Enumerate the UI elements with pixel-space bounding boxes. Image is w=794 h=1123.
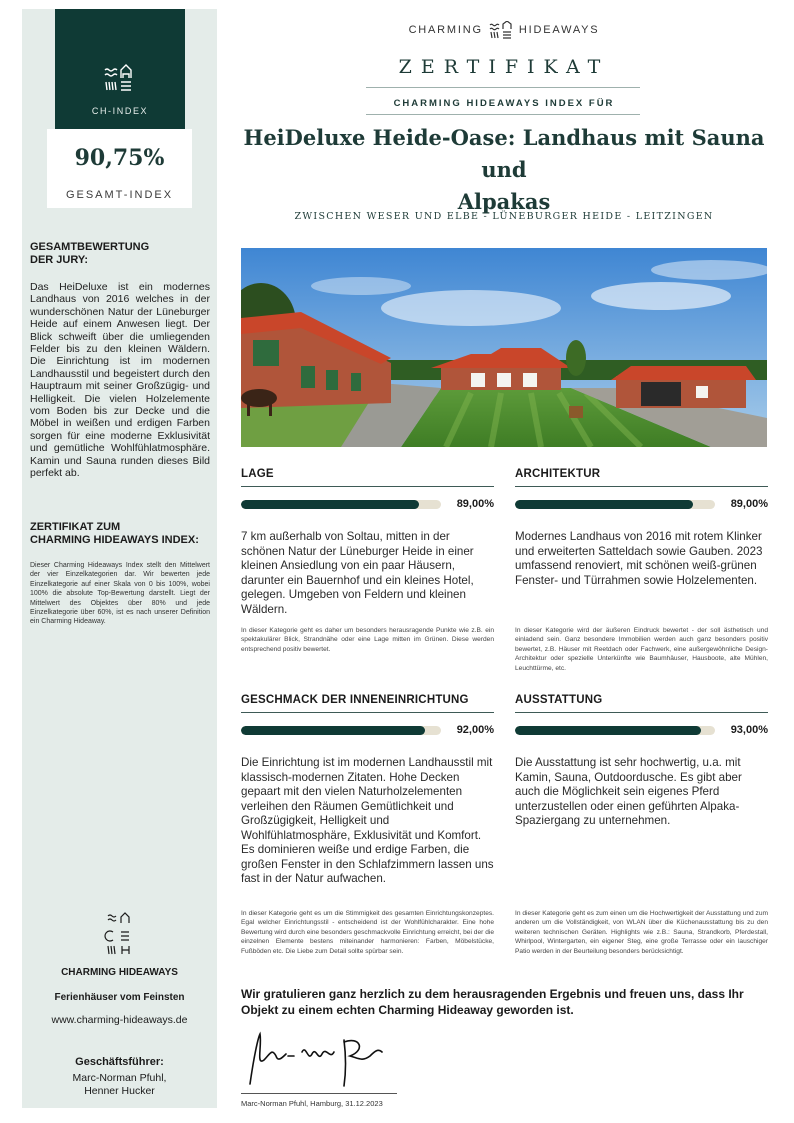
total-index-box [47,129,192,208]
category-score-row [241,498,494,510]
jury-heading-line: DER JURY: [30,254,89,266]
property-title [240,122,768,218]
category-note: In dieser Kategorie geht es daher um besonders herausragende Punkte wie z.B. ein spektakulärer Blick, Strandnähe oder eine Lage mitten im Grünen. Diese werden entsprechend positiv bewertet. [241,627,494,653]
brand-wordmark-right: HIDEAWAYS [518,24,600,36]
category-divider [515,712,768,713]
category-progress-bar [241,500,441,509]
category-title: LAGE [241,468,274,480]
category-note: In dieser Kategorie geht es um die Stimmigkeit des gesamten Einrichtungskonzeptes. Egal welcher Einrichtungsstil - entscheidend ist der Wohlfühlcharakter. Eine hohe Bewertung wird durch eine besonders geschmackvolle Einrichtung erreicht, bei der die einzelnen Elemente bestens miteinander harmonieren: Farben, Möbelstücke, Fußböden etc. Die Liebe zum Detail sollte spürbar sein. [241,910,494,955]
category-progress-bar [515,726,715,735]
category-description: Die Ausstattung ist sehr hochwertig, u.a. mit Kamin, Sauna, Outdoordusche. Es gibt aber auch die Möglichkeit sein eigenes Pferd unterzustellen oder einen geführten Alpaka-Spaziergang zu unternehmen. [515,756,742,827]
managing-directors-label: Geschäftsführer: [75,1056,164,1068]
category-score-row [515,498,768,510]
category-title: ARCHITEKTUR [515,468,601,480]
index-logo-label: CH-INDEX [91,106,149,116]
managing-director-name: Marc-Norman Pfuhl, [72,1072,167,1084]
certificate-heading [30,521,210,547]
category-percent: 89,00% [730,498,768,510]
brand-wordmark [240,20,768,40]
category-description: Die Einrichtung ist im modernen Landhausstil mit klassisch-modernen Zitaten. Hohe Decken gepaart mit den vielen Naturholzelementen verleihen den Räumen Gemütlichkeit und Großzügigkeit, Helligkeit und Wohlfühlatmosphäre, Exklusivität und Komfort. Es dominieren weiße und erdige Farben, die großen Fenster in den Schlafzimmern lassen uns fast in der Natur aufwachen. [241,756,494,885]
category-progress-fill [515,500,693,509]
category-title: AUSSTATTUNG [515,694,603,706]
jury-heading-line: GESAMTBEWERTUNG [30,241,150,253]
charming-hideaways-stacked-logo-icon [22,912,217,956]
certificate-heading-line: ZERTIFIKAT ZUM [30,521,121,533]
footer-brand-name: CHARMING HIDEAWAYS [61,967,178,978]
certificate-heading-line: CHARMING HIDEAWAYS INDEX: [30,534,199,546]
category-percent: 93,00% [730,724,768,736]
category-description: Modernes Landhaus von 2016 mit rotem Klinker und erweiterten Satteldach sowie Gauben. 2023 umfassend renoviert, mit schönen weiß-grünen Fenster- und Türrahmen sowie Holzelementen. [515,530,763,587]
category-progress-fill [241,500,419,509]
certificate-subtitle: CHARMING HIDEAWAYS INDEX FÜR [393,98,615,109]
category-divider [241,486,494,487]
category-progress-fill [241,726,425,735]
charming-hideaways-logo-icon [55,63,185,93]
category-percent: 89,00% [456,498,494,510]
category-score-row [515,724,768,736]
category-note: In dieser Kategorie geht es zum einen um die Hochwertigkeit der Ausstattung und zum anderen um die Vollständigkeit, von WLAN über die Küchenausstattung bis zu den weiteren technischen Geräten. Highlights wie z.B.: Sauna, Strandkorb, Pferdestall, Whirlpool, Wintergarten, ein eigener Steg, eine große Terrasse oder ein lauschiger Patio werden in der Beurteilung besonders berücksichtigt. [515,910,768,955]
brand-wordmark-left: CHARMING [408,24,483,36]
jury-heading [30,241,210,267]
category-title: GESCHMACK DER INNENEINRICHTUNG [241,694,469,706]
signature-caption: Marc-Norman Pfuhl, Hamburg, 31.12.2023 [241,1099,383,1108]
category-progress-bar [515,500,715,509]
certificate-heading-main: ZERTIFIKAT [398,56,610,78]
congratulations-text: Wir gratulieren ganz herzlich zu dem herausragenden Ergebnis und freuen uns, dass Ihr Objekt zu einem echten Charming Hideaway geworden ist. [241,987,744,1017]
index-logo-box [55,9,185,129]
brand-logo-icon [489,21,513,39]
category-divider [241,712,494,713]
category-inneneinrichtung [241,694,494,887]
total-index-label: GESAMT-INDEX [65,189,174,201]
category-description: 7 km außerhalb von Soltau, mitten in der schönen Natur der Lüneburger Heide in einer kleinen Ansiedlung von ein paar Häusern, darunter ein Bauernhof und ein kleines Hotel, gelegen. Umgeben von Feldern und kleinen Wäldern. [241,530,474,616]
category-percent: 92,00% [456,724,494,736]
property-title-line: HeiDeluxe Heide-Oase: Landhaus mit Sauna und [243,125,765,182]
signature-line [241,1093,397,1094]
category-lage [241,468,494,617]
handwritten-signature [242,1026,402,1094]
jury-text: Das HeiDeluxe ist ein modernes Landhaus von 2016 welches in der wunderschönen Natur der Lüneburger Heide auf einem Anwesen liegt. Der Blick schweift über die umliegenden Felder bis zu den kleinen Wäldern. Die Einrichtung ist im modernen Landhausstil und begeistert durch den Hauptraum mit seiner Großzügig- und Helligkeit. Die vielen Holzelemente vom Boden bis zur Decke und die Möbel in weißen und erdigen Farben sorgen für eine moderne Exklusivität und gemütliche Wohlfühlatmosphäre. Kamin und Sauna runden dieses Bild perfekt ab. [30,281,210,480]
website-link[interactable]: www.charming-hideaways.de [51,1014,188,1026]
property-location: ZWISCHEN WESER UND ELBE - LÜNEBURGER HEIDE - LEITZINGEN [294,211,714,222]
header-divider [366,114,640,115]
total-index-score: 90,75% [74,145,165,171]
sidebar [22,9,217,1108]
category-note: In dieser Kategorie wird der äußeren Eindruck bewertet - der soll ästhetisch und einladend sein. Ganz besondere Immobilien werden auch ganz besonders positiv bewertet, z.B. Häuser mit Reetdach oder Fachwerk, eine außergewöhnliche Design-Architektur oder spezielle Unterkünfte wie Baumhäuser, Hausboote, alte Mühlen, Leuchttürme, etc. [515,627,768,672]
header-divider [366,87,640,88]
category-score-row [241,724,494,736]
category-progress-bar [241,726,441,735]
footer-tagline: Ferienhäuser vom Feinsten [54,992,185,1003]
category-progress-fill [515,726,701,735]
certificate-text: Dieser Charming Hideaways Index stellt den Mittelwert der vier Einzelkategorien dar. Wir bewerten jede Einzelkategorie auf einer Skala von 0 bis 100%, wobei 100% die absolute Top-Bewertung darstellt. Liegt der Mittelwert des Objektes über 80% und jede Einzelkategorie über 60%, ist es nach unserer Definition ein Charming Hideaway. [30,562,210,626]
category-ausstattung [515,694,768,829]
category-divider [515,486,768,487]
managing-director-name: Henner Hucker [84,1085,155,1097]
property-photo [241,248,767,447]
property-title-line: Alpakas [457,189,551,214]
category-architektur [515,468,768,588]
